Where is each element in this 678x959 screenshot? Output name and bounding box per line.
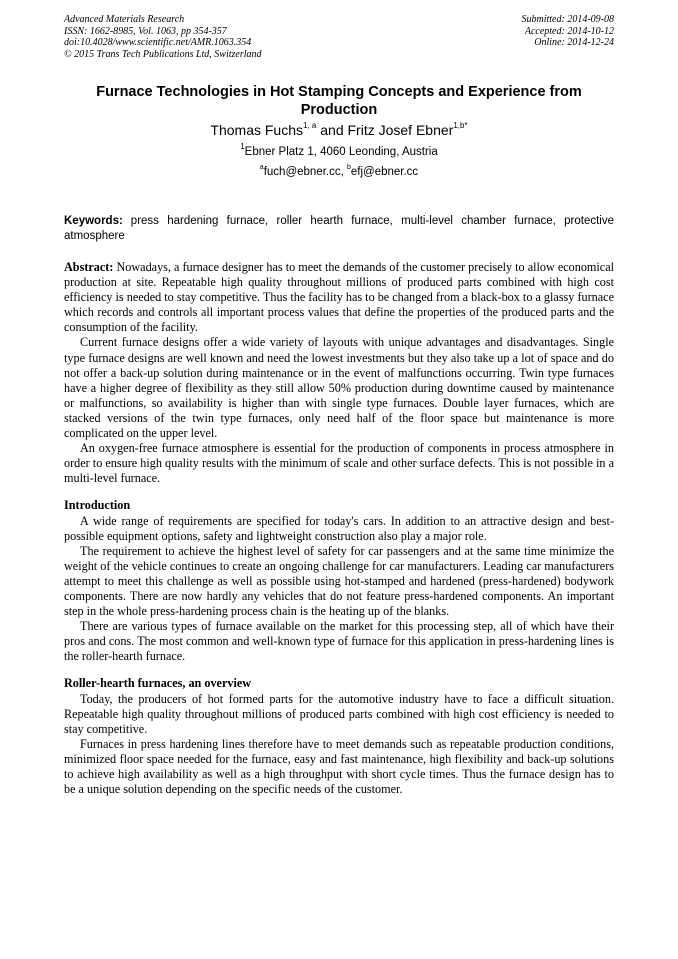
- author-1: Thomas Fuchs: [210, 122, 304, 138]
- journal-issn: ISSN: 1662-8985, Vol. 1063, pp 354-357: [64, 25, 227, 37]
- email-separator: ,: [340, 166, 347, 178]
- abstract-paragraph: Current furnace designs offer a wide variety of layouts with unique advantages and disadvantages. Single type furnace designs are well known and need the lowest investments but they also take up a lot of space and do not offer a back-up solution during maintenance or in the event of malfunctions occurring. Twin type furnaces have a higher degree of flexibility as they still allow 50% production during downtime caused by maintenance or malfunctions, so availability is higher than with single type furnaces. Double layer furnaces, which are stacked versions of the twin type furnaces, only need half of the floor space but maintenance is more complicated on the upper level.: [64, 335, 614, 441]
- abstract-paragraph: An oxygen-free furnace atmosphere is essential for the production of components in process atmosphere in order to ensure high quality results with the minimum of scale and other surface defects. This is not possible in a multi-level furnace.: [64, 441, 614, 486]
- body-paragraph: Furnaces in press hardening lines therefore have to meet demands such as repeatable production conditions, minimized floor space needed for the furnace, easy and fast maintenance, high flexibility and back-up solutions to achieve high availability as well as a high throughput with short cycle times. Thus the furnace design has to be a unique solution depending on the specific needs of the customer.: [64, 736, 614, 797]
- keywords: [64, 214, 614, 244]
- journal-info: [64, 14, 262, 60]
- author-emails: [64, 165, 614, 179]
- body-paragraph: The requirement to achieve the highest level of safety for car passengers and at the same time minimize the weight of the vehicle continues to create an ongoing challenge for car manufacturers. Leading car manufacturers attempt to meet this challenge as well as possible using hot-stamped and hardened (press-hardened) bodywork components. There are now hardly any vehicles that do not feature press-hardened components. An important step in the whole press-hardening process chain is the heating up of the blanks.: [64, 543, 614, 619]
- author-2-affil: 1,b*: [453, 121, 468, 131]
- email-a-marker: a: [259, 164, 264, 172]
- author-line: [64, 121, 614, 139]
- body-paragraph: Today, the producers of hot formed parts for the automotive industry have to face a difficult situation. Repeatable high quality throughout millions of produced parts combined with high cost efficiency is needed to stay competitive.: [64, 691, 614, 736]
- email-b-marker: b: [346, 164, 351, 172]
- body-paragraph: A wide range of requirements are specified for today's cars. In addition to an attractive design and best-possible equipment options, safety and lightweight construction also play a major role.: [64, 513, 614, 543]
- author-2: Fritz Josef Ebner: [347, 122, 454, 138]
- date-online: Online: 2014-12-24: [534, 37, 614, 49]
- body-paragraph: There are various types of furnace available on the market for this processing step, all of which have their pros and cons. The most common and well-known type of furnace for this application in press-hardening lines is the roller-hearth furnace.: [64, 619, 614, 664]
- email-b[interactable]: efj@ebner.cc: [350, 166, 419, 178]
- keywords-label: Keywords:: [64, 215, 123, 227]
- introduction-section: [64, 498, 614, 664]
- date-accepted: Accepted: 2014-10-12: [524, 25, 614, 37]
- email-a[interactable]: fuch@ebner.cc: [263, 166, 341, 178]
- publication-dates: [522, 14, 615, 49]
- journal-name: Advanced Materials Research: [64, 14, 185, 25]
- section-heading-roller-hearth: Roller-hearth furnaces, an overview: [64, 676, 252, 691]
- affiliation: [64, 142, 614, 159]
- paper-title: Furnace Technologies in Hot Stamping Concepts and Experience from Production: [96, 84, 582, 118]
- abstract-paragraph: [64, 260, 614, 335]
- journal-header: [64, 14, 614, 66]
- roller-hearth-section: [64, 676, 614, 797]
- author-connector: and: [316, 122, 348, 138]
- section-heading-introduction: Introduction: [64, 498, 131, 513]
- journal-doi: doi:10.4028/www.scientific.net/AMR.1063.354: [64, 37, 252, 49]
- date-submitted: Submitted: 2014-09-08: [521, 14, 614, 25]
- author-1-affil: 1, a: [303, 121, 317, 131]
- abstract-section: [64, 260, 614, 486]
- abstract-label: Abstract:: [64, 260, 114, 274]
- affiliation-marker: 1: [240, 142, 245, 152]
- abstract-text-1: Nowadays, a furnace designer has to meet the demands of the customer precisely to allow economical production at site. Repeatable high quality throughout millions of produced parts combined with high cost efficiency is needed to stay competitive. Thus the facility has to be changed from a black-box to a glassy furnace which records and controls all important process values that define the properties of the produced parts and the consumption of the facility.: [64, 260, 614, 335]
- journal-copyright: © 2015 Trans Tech Publications Ltd, Switzerland: [64, 48, 262, 60]
- keywords-text: press hardening furnace, roller hearth furnace, multi-level chamber furnace, protective atmosphere: [64, 215, 614, 242]
- affiliation-text: Ebner Platz 1, 4060 Leonding, Austria: [244, 146, 438, 158]
- paper-page: [64, 14, 614, 797]
